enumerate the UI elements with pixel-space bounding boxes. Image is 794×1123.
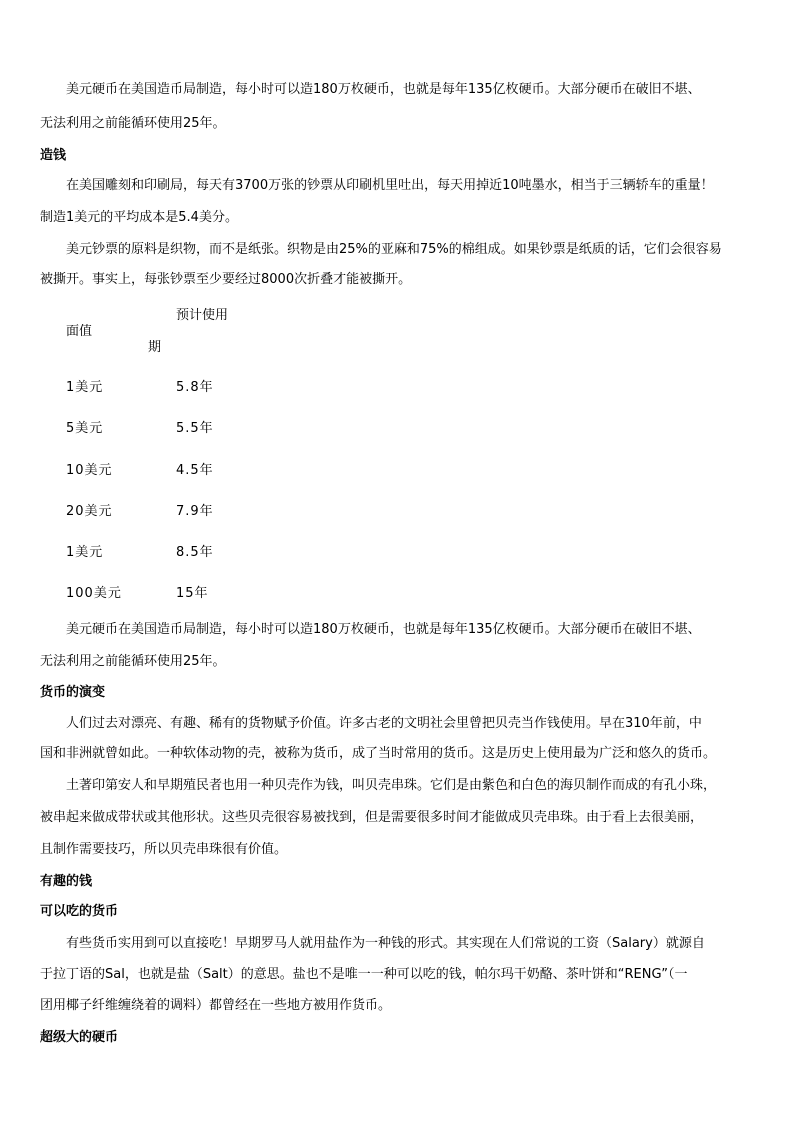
section-heading: 货币的演变 xyxy=(40,685,106,700)
table-cell-life: 7.9年 xyxy=(176,504,214,519)
paragraph-line: 美元硬币在美国造币局制造，每小时可以造180万枚硬币，也就是每年135亿枚硬币。大部分硬币在破旧不堪、 xyxy=(66,622,701,637)
paragraph-line: 人们过去对漂亮、有趣、稀有的货物赋予价值。许多古老的文明社会里曾把贝壳当作钱使用。早在310年前，中 xyxy=(66,716,702,731)
table-cell-life: 4.5年 xyxy=(176,463,214,478)
table-header-life: 预计使用 xyxy=(176,308,229,323)
paragraph-line: 无法利用之前能循环使用25年。 xyxy=(40,654,226,669)
section-heading: 有趣的钱 xyxy=(40,874,93,889)
table-header-face: 面值 xyxy=(66,324,93,339)
table-cell-face: 1美元 xyxy=(66,380,104,395)
paragraph-line: 在美国雕刻和印刷局，每天有3700万张的钞票从印刷机里吐出，每天用掉近10吨墨水，相当于三辆轿车的重量！ xyxy=(66,178,714,193)
table-cell-life: 15年 xyxy=(176,586,209,601)
table-cell-face: 10美元 xyxy=(66,463,113,478)
table-cell-face: 20美元 xyxy=(66,504,113,519)
paragraph-line: 有些货币实用到可以直接吃！早期罗马人就用盐作为一种钱的形式。其实现在人们常说的工资（Salary）就源自 xyxy=(66,936,705,951)
paragraph-line: 团用椰子纤维缠绕着的调料）都曾经在一些地方被用作货币。 xyxy=(40,998,392,1013)
section-heading: 可以吃的货币 xyxy=(40,904,119,919)
table-cell-life: 8.5年 xyxy=(176,545,214,560)
paragraph-line: 国和非洲就曾如此。一种软体动物的壳，被称为货币，成了当时常用的货币。这是历史上使用最为广泛和悠久的货币。 xyxy=(40,746,717,761)
table-cell-face: 5美元 xyxy=(66,421,104,436)
paragraph-line: 美元硬币在美国造币局制造，每小时可以造180万枚硬币，也就是每年135亿枚硬币。大部分硬币在破旧不堪、 xyxy=(66,82,701,97)
table-cell-life: 5.5年 xyxy=(176,421,214,436)
section-heading: 造钱 xyxy=(40,148,67,163)
paragraph-line: 且制作需要技巧，所以贝壳串珠很有价值。 xyxy=(40,842,288,857)
paragraph-line: 于拉丁语的Sal，也就是盐（Salt）的意思。盐也不是唯一一种可以吃的钱，帕尔玛干奶酪、茶叶饼和“RENG”（一 xyxy=(40,967,688,982)
paragraph-line: 土著印第安人和早期殖民者也用一种贝壳作为钱，叫贝壳串珠。它们是由紫色和白色的海贝制作而成的有孔小珠， xyxy=(66,778,717,793)
section-heading: 超级大的硬币 xyxy=(40,1030,119,1045)
paragraph-line: 无法利用之前能循环使用25年。 xyxy=(40,116,226,131)
paragraph-line: 被撕开。事实上，每张钞票至少要经过8000次折叠才能被撕开。 xyxy=(40,272,412,287)
table-cell-life: 5.8年 xyxy=(176,380,214,395)
paragraph-line: 美元钞票的原料是织物，而不是纸张。织物是由25%的亚麻和75%的棉组成。如果钞票是纸质的话，它们会很容易 xyxy=(66,242,722,257)
table-cell-face: 100美元 xyxy=(66,586,122,601)
table-cell-face: 1美元 xyxy=(66,545,104,560)
paragraph-line: 制造1美元的平均成本是5.4美分。 xyxy=(40,210,238,225)
paragraph-line: 被串起来做成带状或其他形状。这些贝壳很容易被找到，但是需要很多时间才能做成贝壳串珠。由于看上去很美丽， xyxy=(40,810,704,825)
table-header-life-cont: 期 xyxy=(148,340,162,355)
